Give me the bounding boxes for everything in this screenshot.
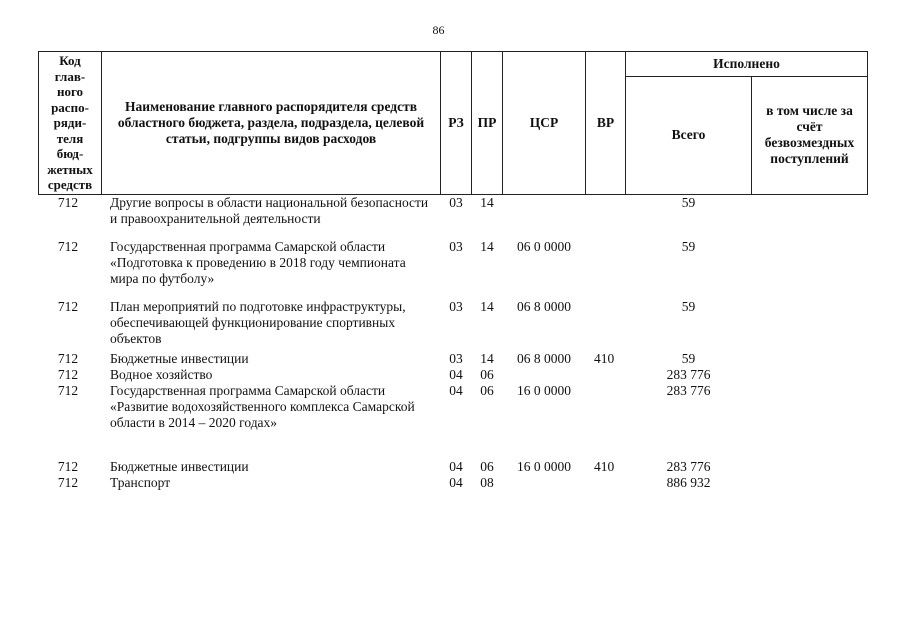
row-csr: 06 8 0000 [517,350,571,366]
row-csr: 16 0 0000 [517,382,571,398]
row-total: 59 [681,350,696,366]
row-code: 712 [57,194,79,210]
row-code: 712 [57,238,79,254]
table-row [39,194,868,227]
row-pr: 14 [480,298,494,314]
row-vr [586,299,626,347]
column-header-incl-free: в том числе за счёт безвозмездных поступлений [752,77,868,195]
row-csr: 16 0 0000 [517,458,571,474]
column-header-code: Код глав- ного распо- ряди- теля бюд- жетных средств [39,52,102,195]
row-csr [503,367,586,383]
row-incl-free [752,475,868,491]
column-header-total: Всего [626,77,752,195]
table-row [39,239,868,287]
row-code: 712 [57,298,79,314]
column-header-csr: ЦСР [503,52,586,195]
row-vr [586,475,626,491]
row-incl-free [752,194,868,227]
row-total: 59 [681,238,696,254]
column-header-pr: ПР [472,52,503,195]
row-rz: 03 [449,298,463,314]
row-rz: 03 [449,350,463,366]
row-name: Бюджетные инвестиции [110,458,249,474]
column-header-vr: ВР [586,52,626,195]
table-row [39,351,868,367]
table-row [39,367,868,383]
row-vr [586,367,626,383]
row-incl-free [752,383,868,431]
row-incl-free [752,367,868,383]
row-pr: 08 [480,474,494,490]
row-code: 712 [57,350,79,366]
budget-execution-table [38,51,868,491]
row-total: 283 776 [666,382,711,398]
table-row [39,459,868,475]
row-rz: 03 [449,238,463,254]
row-pr: 06 [480,366,494,382]
table-header [39,52,868,195]
row-incl-free [752,459,868,475]
row-total: 283 776 [666,458,711,474]
row-code: 712 [57,474,79,490]
row-name: Другие вопросы в области национальной безопасности и правоохранительной деятельности [110,194,429,226]
row-name: Государственная программа Самарской области «Подготовка к проведению в 2018 году чемпионата мира по футболу» [110,238,406,286]
row-vr [586,383,626,431]
table-row [39,299,868,347]
row-rz: 04 [449,366,463,382]
row-spacer [39,431,868,459]
row-vr [586,239,626,287]
row-pr: 14 [480,194,494,210]
column-header-name: Наименование главного распорядителя средств областного бюджета, раздела, подраздела, целевой статьи, подгруппы видов расходов [102,52,441,195]
row-incl-free [752,239,868,287]
row-incl-free [752,299,868,347]
row-name: Бюджетные инвестиции [110,350,249,366]
row-csr [503,475,586,491]
row-pr: 14 [480,350,494,366]
row-code: 712 [57,458,79,474]
row-name: Водное хозяйство [110,366,213,382]
row-vr: 410 [594,350,615,366]
row-vr: 410 [594,458,615,474]
row-spacer [39,227,868,239]
row-name: План мероприятий по подготовке инфраструктуры, обеспечивающей функционирование спортивных объектов [110,298,406,346]
row-pr: 06 [480,458,494,474]
row-spacer [39,287,868,299]
row-rz: 04 [449,458,463,474]
row-total: 59 [681,194,696,210]
row-csr [503,194,586,227]
row-total: 59 [681,298,696,314]
row-csr: 06 0 0000 [517,238,571,254]
row-name: Государственная программа Самарской области «Развитие водохозяйственного комплекса Самарской области в 2014 – 2020 годах» [110,382,415,430]
row-pr: 06 [480,382,494,398]
row-rz: 04 [449,474,463,490]
table-row [39,383,868,431]
column-header-rz: РЗ [441,52,472,195]
page-number: 86 [432,23,445,37]
row-total: 886 932 [666,474,711,490]
column-header-executed: Исполнено [626,52,868,77]
row-vr [586,194,626,227]
row-total: 283 776 [666,366,711,382]
row-rz: 04 [449,382,463,398]
row-pr: 14 [480,238,494,254]
row-name: Транспорт [110,474,171,490]
row-csr: 06 8 0000 [517,298,571,314]
table-body [39,194,868,491]
table-row [39,475,868,491]
row-code: 712 [57,366,79,382]
row-rz: 03 [449,194,463,210]
row-incl-free [752,351,868,367]
row-code: 712 [57,382,79,398]
